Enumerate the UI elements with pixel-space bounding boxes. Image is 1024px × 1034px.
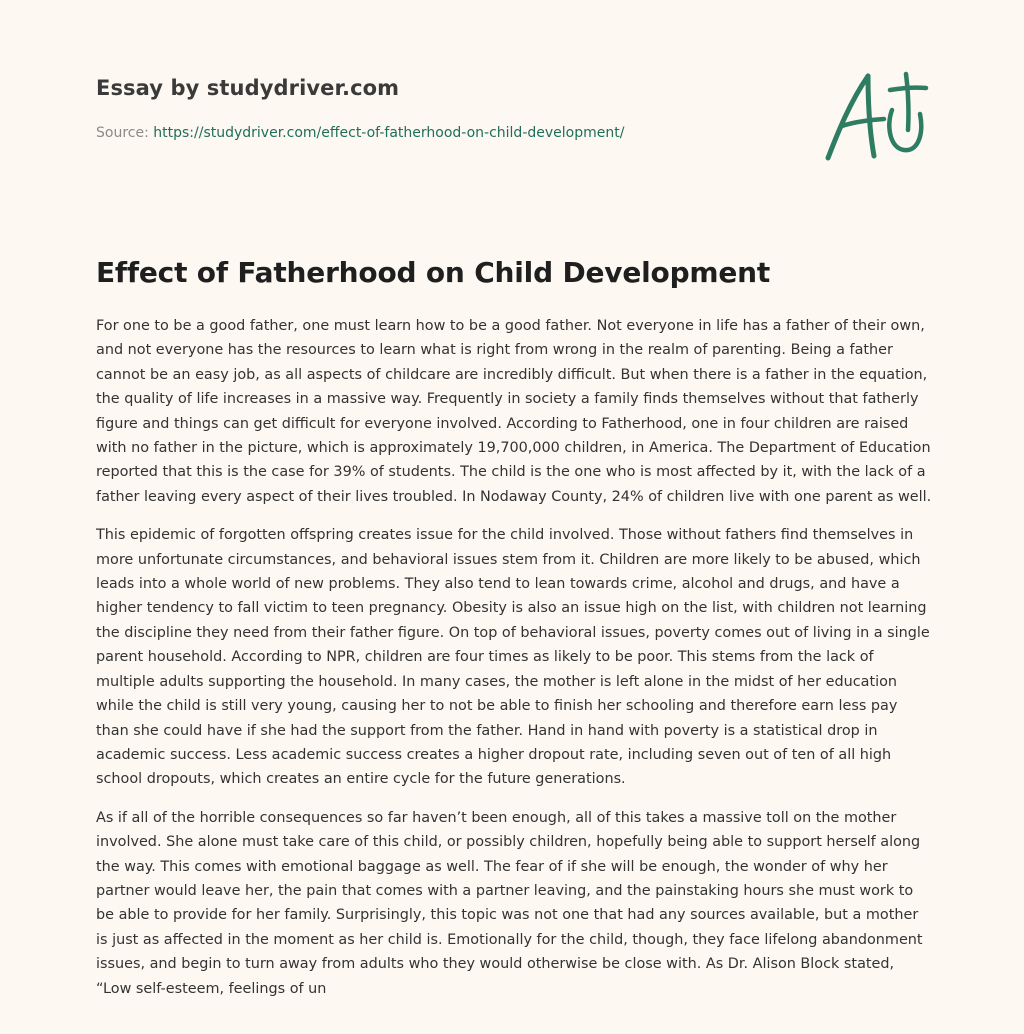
source-label: Source: [96, 125, 149, 141]
essay-paragraph-1: For one to be a good father, one must learn how to be a good father. Not everyone in life has a father of their own, and not everyone has the resources to learn what is right from wrong in the realm of parenting. Being a father cannot be an easy job, as all aspects of childcare are incredibly difficult. But when there is a father in the equation, the quality of life increases in a massive way. Frequently in society a family finds themselves without that fatherly figure and things can get difficult for everyone involved. According to Fatherhood, one in four children are raised with no father in the picture, which is approximately 19,700,000 children, in America. The Department of Education reported that this is the case for 39% of students. The child is the one who is most affected by it, with the lack of a father leaving every aspect of their lives troubled. In Nodaway County, 24% of children live with one parent as well. [96, 318, 932, 505]
essay-paragraph-2: This epidemic of forgotten offspring creates issue for the child involved. Those without fathers find themselves in more unfortunate circumstances, and behavioral issues stem from it. Children are more likely to be abused, which leads into a whole world of new problems. They also tend to lean towards crime, alcohol and drugs, and have a higher tendency to fall victim to teen pregnancy. Obesity is also an issue high on the list, with children not learning the discipline they need from their father figure. On top of behavioral issues, poverty comes out of living in a single parent household. According to NPR, children are four times as likely to be poor. This stems from the lack of multiple adults supporting the household. In many cases, the mother is left alone in the midst of her education while the child is still very young, causing her to not be able to finish her schooling and therefore earn less pay than she could have if she had the support from the father. Hand in hand with poverty is a statistical drop in academic success. Less academic success creates a higher dropout rate, including seven out of ten of all high school dropouts, which creates an entire cycle for the future generations. [96, 527, 930, 788]
essay-header [96, 76, 736, 141]
a-plus-logo-icon [822, 68, 930, 164]
source-link[interactable]: https://studydriver.com/effect-of-fatherhood-on-child-development/ [153, 125, 625, 141]
essay-body [96, 314, 932, 1020]
essay-title: Effect of Fatherhood on Child Development [96, 256, 771, 289]
essay-paragraph-3: As if all of the horrible consequences so far haven’t been enough, all of this takes a massive toll on the mother involved. She alone must take care of this child, or possibly children, hopefully being able to support herself along the way. This comes with emotional baggage as well. The fear of if she will be enough, the wonder of why her partner would leave her, the pain that comes with a partner leaving, and the painstaking hours she must work to be able to provide for her family. Surprisingly, this topic was not one that had any sources available, but a mother is just as affected in the moment as her child is. Emotionally for the child, though, they face lifelong abandonment issues, and begin to turn away from adults who they would otherwise be close with. As Dr. Alison Block stated, “Low self-esteem, feelings of un [96, 809, 923, 997]
site-title: Essay by studydriver.com [96, 76, 400, 100]
source-line [96, 125, 736, 141]
